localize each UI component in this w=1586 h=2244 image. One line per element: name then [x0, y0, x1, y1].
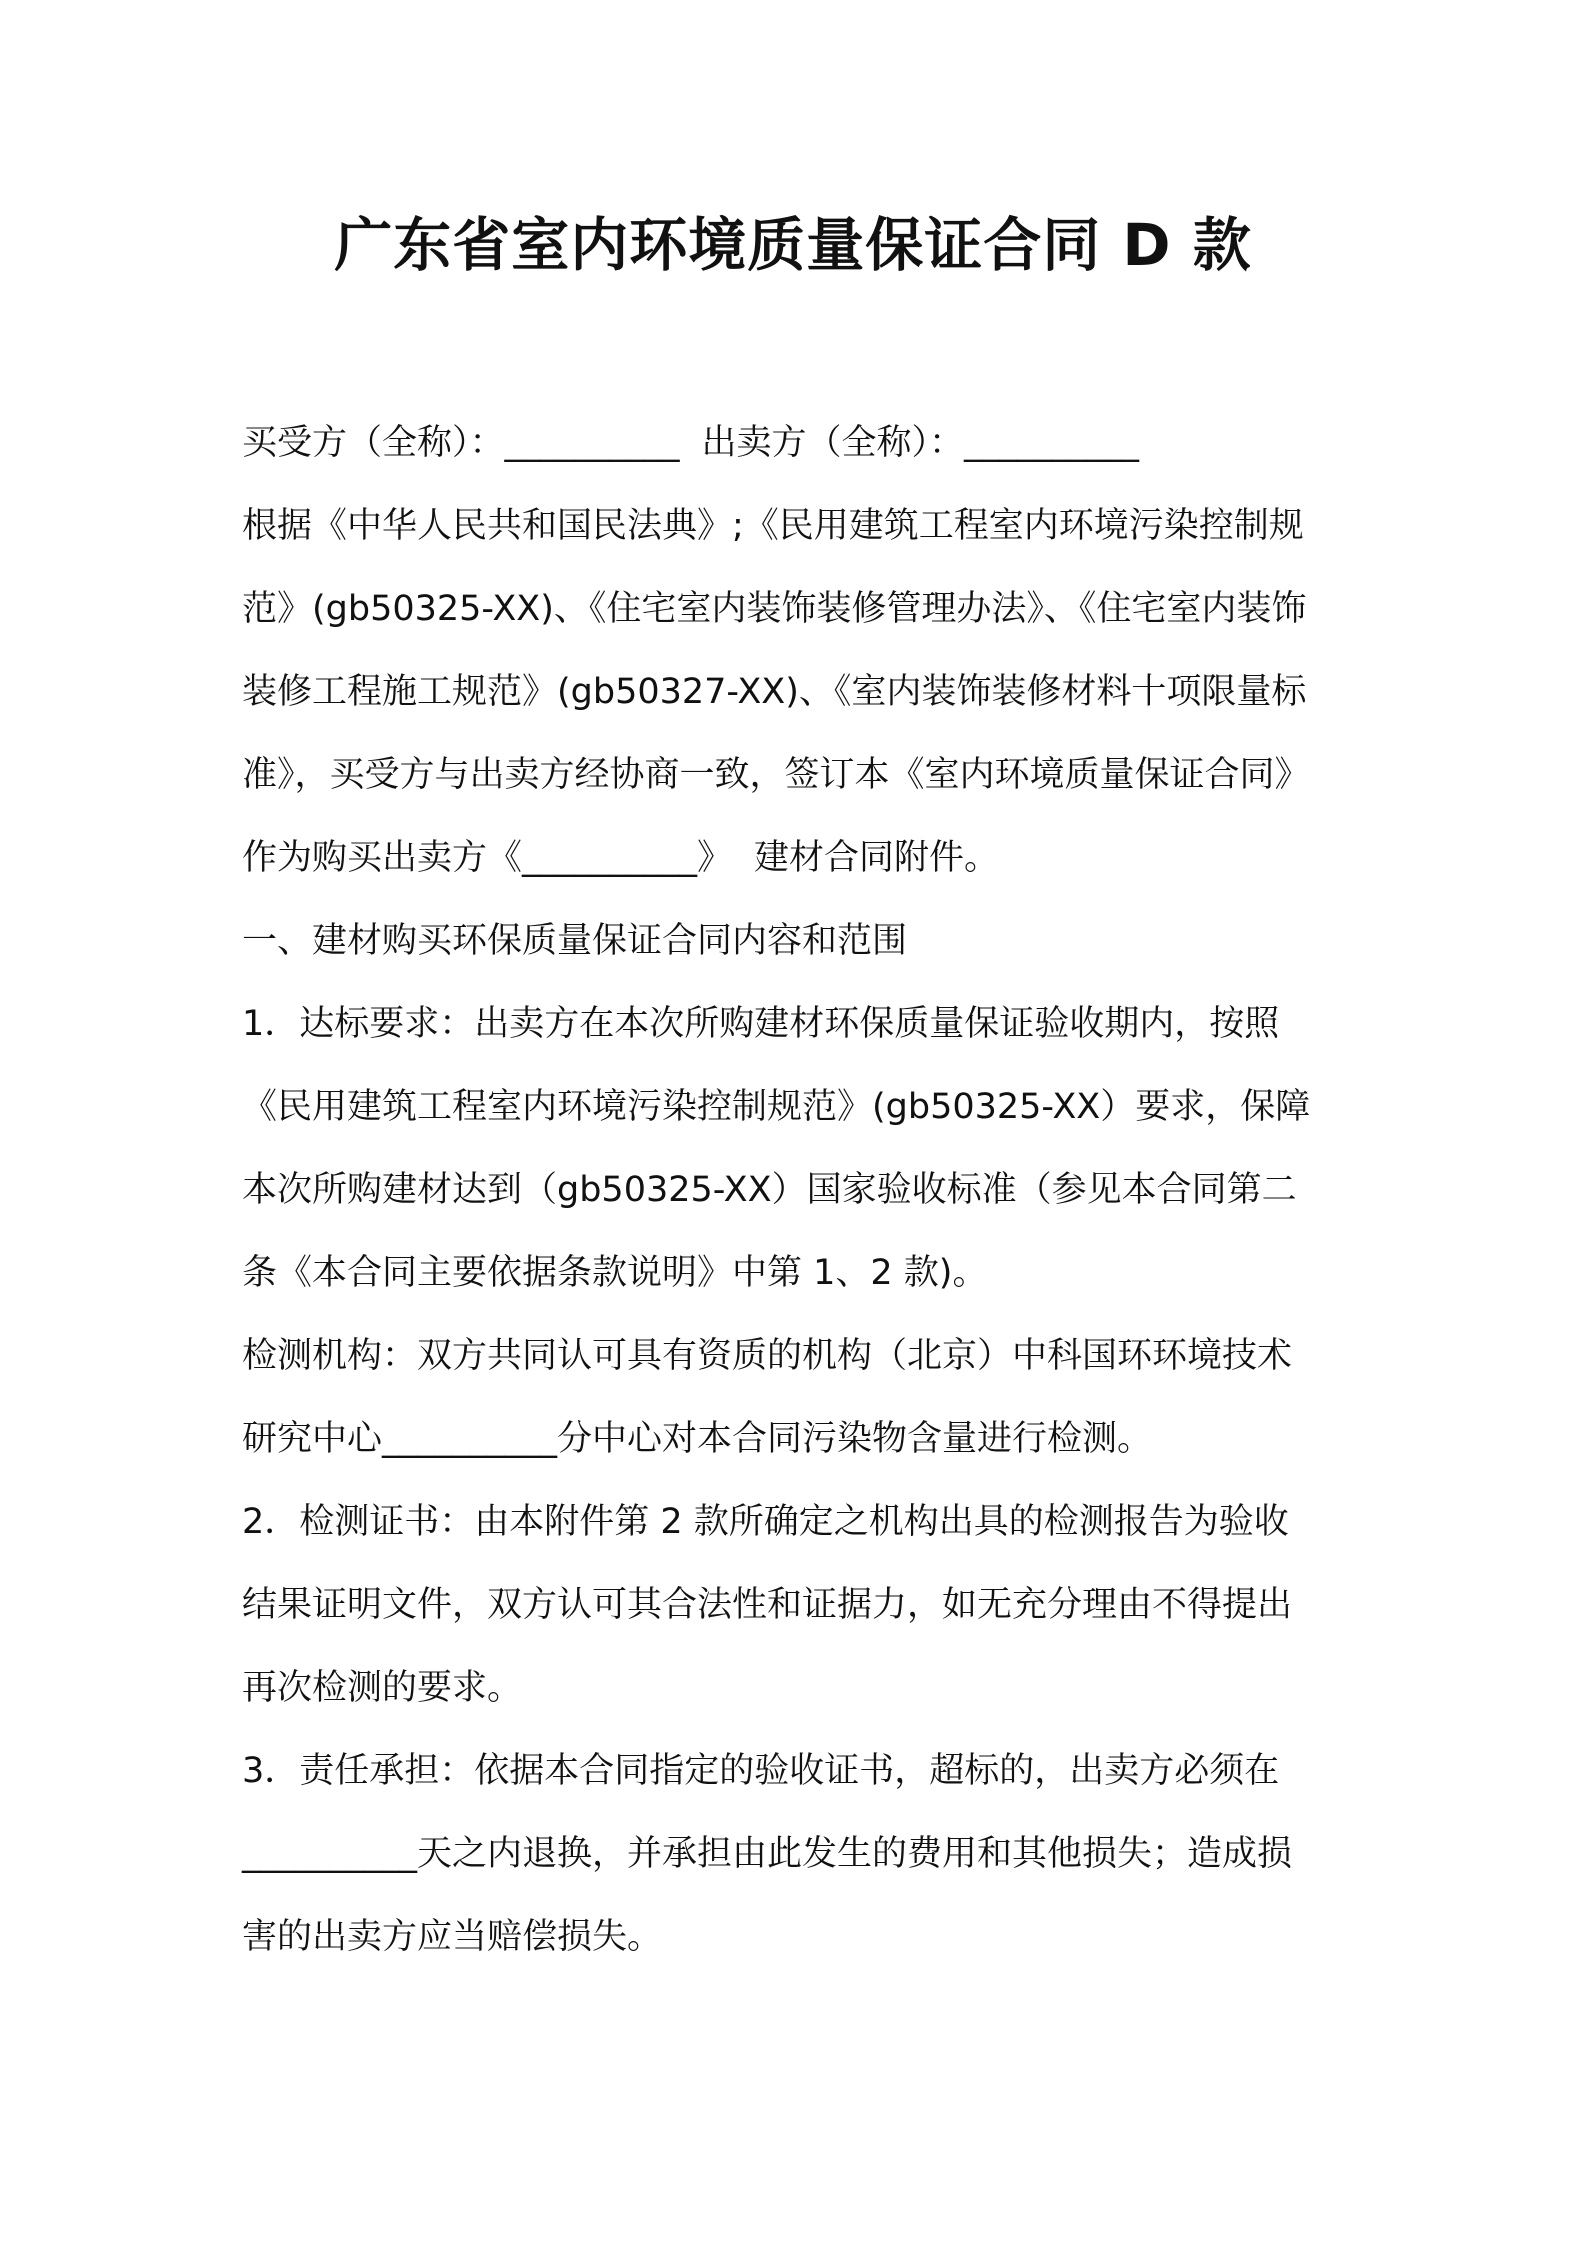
clause-line: 结果证明文件，双方认可其合法性和证据力，如无充分理由不得提出: [242, 1585, 1293, 1625]
clause-line: 《民用建筑工程室内环境污染控制规范》(gb50325-XX）要求，保障: [242, 1087, 1311, 1127]
clause-line: __________天之内退换，并承担由此发生的费用和其他损失；造成损: [242, 1834, 1293, 1874]
contract-name-field: 作为购买出卖方《__________》: [242, 838, 733, 878]
paragraph-line: 准》，买受方与出卖方经协商一致，签订本《室内环境质量保证合同》: [242, 755, 1310, 795]
clause-line: 3．责任承担：依据本合同指定的验收证书，超标的，出卖方必须在: [242, 1751, 1280, 1791]
clause-line: 害的出卖方应当赔偿损失。: [242, 1917, 663, 1957]
clause-line: 条《本合同主要依据条款说明》中第 1、2 款)。: [242, 1253, 988, 1293]
clause-line: 本次所购建材达到（gb50325-XX）国家验收标准（参见本合同第二: [242, 1170, 1297, 1210]
clause-line: 1．达标要求：出卖方在本次所购建材环保质量保证验收期内，按照: [242, 1004, 1280, 1044]
attachment-text: 建材合同附件。: [754, 838, 1000, 878]
paragraph-line: 范》(gb50325-XX)、《住宅室内装饰装修管理办法》、《住宅室内装饰: [242, 589, 1307, 629]
clause-line: 研究中心__________分中心对本合同污染物含量进行检测。: [242, 1419, 1153, 1459]
buyer-field: 买受方（全称）：__________: [242, 423, 680, 463]
paragraph-line: 根据《中华人民共和国民法典》;《民用建筑工程室内环境污染控制规: [242, 506, 1304, 546]
paragraph-line: 装修工程施工规范》(gb50327-XX)、《室内装饰装修材料十项限量标: [242, 672, 1307, 712]
paragraph-line: [242, 817, 1362, 900]
seller-field: 出卖方（全称）：__________: [701, 423, 1140, 463]
clause-line: 再次检测的要求。: [242, 1668, 523, 1708]
clause-line: 2．检测证书：由本附件第 2 款所确定之机构出具的检测报告为验收: [242, 1502, 1289, 1542]
section-heading: 一、建材购买环保质量保证合同内容和范围: [242, 921, 908, 961]
document-title: 广东省室内环境质量保证合同 D 款: [334, 211, 1252, 279]
document-body: [242, 402, 1362, 1979]
clause-line: 检测机构：双方共同认可具有资质的机构（北京）中科国环环境技术: [242, 1336, 1293, 1376]
parties-line: [242, 402, 1362, 485]
